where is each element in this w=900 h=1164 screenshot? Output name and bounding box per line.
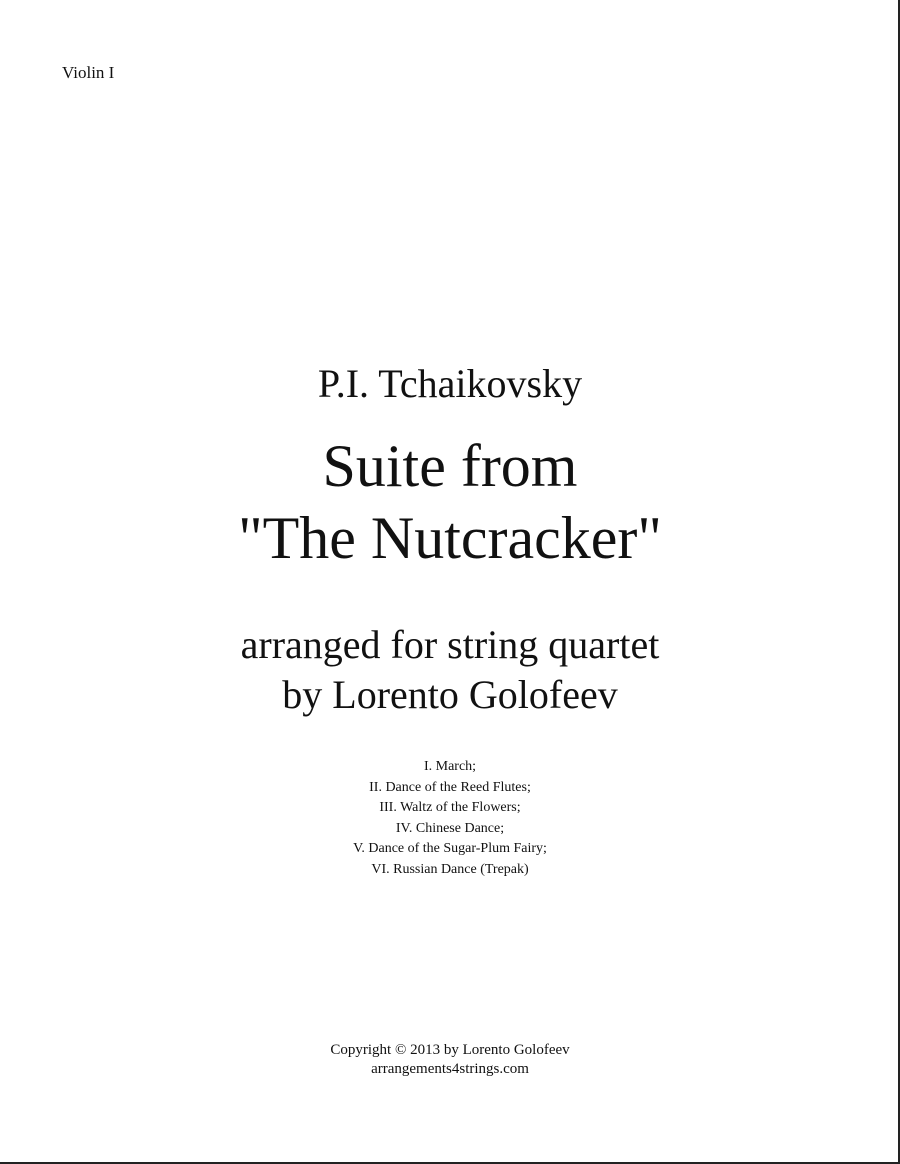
footer xyxy=(0,1041,900,1079)
page-title xyxy=(0,430,900,574)
subtitle-line: by Lorento Golofeev xyxy=(282,672,618,717)
title-line: Suite from xyxy=(322,433,578,499)
movement-item: I. March; xyxy=(423,759,477,774)
subtitle-line: arranged for string quartet xyxy=(240,622,660,667)
movement-list xyxy=(0,757,900,880)
movement-item: III. Waltz of the Flowers; xyxy=(379,800,521,815)
copyright-notice: Copyright © 2013 by Lorento Golofeev xyxy=(330,1042,570,1058)
composer-name: P.I. Tchaikovsky xyxy=(317,361,583,406)
arrangement-credit xyxy=(0,620,900,720)
movement-item: VI. Russian Dance (Trepak) xyxy=(371,861,529,877)
movement-item: V. Dance of the Sugar-Plum Fairy; xyxy=(353,841,547,856)
part-label: Violin I xyxy=(62,63,115,82)
website-text: arrangements4strings.com xyxy=(371,1061,529,1077)
title-line: "The Nutcracker" xyxy=(238,505,662,571)
movement-item: II. Dance of the Reed Flutes; xyxy=(369,779,531,795)
movement-item: IV. Chinese Dance; xyxy=(395,820,505,836)
